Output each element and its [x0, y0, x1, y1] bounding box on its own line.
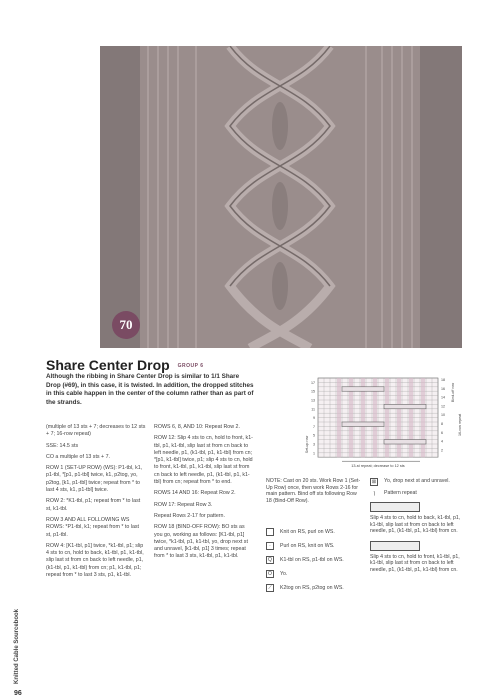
- instructions-column-1: [46, 424, 146, 583]
- legend-label: Slip 4 sts to cn, hold to front, k1-tbl, p1, k1-tbl, slip last st from cn back to left needle, p1, (k1-tbl, p1, k1-tbl) from cn.: [370, 553, 460, 573]
- swatch-photo: [100, 46, 462, 348]
- legend-label: Pattern repeat: [384, 490, 417, 496]
- instruction: ROW 3 AND ALL FOLLOWING WS ROWS: *P1-tbl, k1; repeat from * to last st, p1-tbl.: [46, 516, 140, 538]
- legend-label: Knit on RS, purl on WS.: [280, 529, 335, 535]
- twisted-column: [385, 378, 389, 457]
- twisted-column: [421, 378, 425, 457]
- repeat-label: 16-row repeat: [458, 413, 462, 436]
- intro-paragraph: Although the ribbing in Share Center Drop is similar to 1/1 Share Drop (#69), in this case, it is twisted. In addition, the dropped stitches in this cable happen in the center of the column rather than as part of the strands.: [46, 373, 254, 406]
- pattern-number-badge: 70: [112, 311, 140, 339]
- cable-cross: [342, 422, 384, 426]
- instruction: ROW 17: Repeat Row 3.: [154, 501, 213, 508]
- legend-item: [266, 581, 362, 595]
- legend-list: [266, 525, 362, 595]
- row-label: 2: [441, 448, 443, 453]
- legend-label: Purl on RS, knit on WS.: [280, 543, 335, 549]
- cable-back-icon: [370, 502, 420, 512]
- row-label: 3: [313, 442, 315, 447]
- yarn-over-icon: O: [266, 570, 274, 578]
- legend-label: Yo.: [280, 571, 288, 577]
- pattern-title: [46, 357, 204, 373]
- row-label: 1: [313, 451, 315, 456]
- instruction: Repeat Rows 2-17 for pattern.: [154, 512, 225, 519]
- row-label: 15: [311, 389, 315, 394]
- instruction: SSE: 14.5 sts: [46, 442, 79, 449]
- legend-item: [370, 478, 464, 486]
- twisted-column: [397, 378, 401, 457]
- purl-icon: ·: [266, 542, 274, 550]
- legend-item: [370, 490, 464, 498]
- cable-cross: [384, 440, 426, 444]
- instruction: CO a multiple of 13 sts + 7.: [46, 453, 111, 460]
- legend-item: [266, 525, 362, 539]
- row-label: 9: [313, 416, 315, 421]
- row-label: 17: [311, 380, 315, 385]
- row-label: 10: [441, 413, 445, 418]
- legend-label: K2tog on RS, p2tog on WS.: [280, 585, 344, 591]
- legend-item: [266, 553, 362, 567]
- row-label: 8: [441, 422, 443, 426]
- repeat-bracket-icon: ⌉: [373, 490, 375, 497]
- row-label: 13: [311, 398, 315, 403]
- instruction: ROWS 14 AND 16: Repeat Row 2.: [154, 490, 236, 497]
- drop-stitch-icon: ⊠: [371, 478, 377, 485]
- twisted-column: [337, 378, 341, 457]
- page-number: 96: [14, 690, 22, 697]
- row-label: 7: [313, 424, 315, 429]
- instruction: ROW 2: *K1-tbl, p1; repeat from * to last st, k1-tbl.: [46, 498, 141, 512]
- legend-label: Yo, drop next st and unravel.: [384, 478, 450, 484]
- row-label: 18: [441, 378, 445, 382]
- stitch-chart: [296, 374, 466, 479]
- row-label: 16: [441, 386, 445, 391]
- twisted-column: [409, 378, 413, 457]
- instruction: ROWS 6, 8, AND 10: Repeat Row 2.: [154, 424, 240, 430]
- instruction: ROW 1 (SET-UP ROW) (WS): P1-tbl, k1, p1-tbl, *[p1, p1-tbl] twice, k1, p2tog, yo, p2tog, [k1, p1-tbl] twice; repeat from * to last 4 sts, k1, p1-tbl] twice.: [46, 465, 143, 494]
- instruction: ROW 12: Slip 4 sts to cn, hold to front, k1-tbl, p1, k1-tbl, slip last st from cn back to left needle, p1, (k1-tbl, p1, k1-tbl) from cn; *[p1, k1-tbl] twice, p1; slip 4 sts to cn, hold to front, k1-tbl, p1, k1-tbl, slip last st from cn back to left needle, p1, (k1-tbl, p1, k1-tbl) from cn; repeat from * to end.: [154, 435, 253, 486]
- legend-list-2: [370, 478, 464, 574]
- cable-cross: [384, 404, 426, 408]
- knit-icon: [266, 528, 274, 536]
- instruction: ROW 18 (BIND-OFF ROW): BO sts as you go, working as follows: [K1-tbl, p1] twice, *k1-tbl, p1, k1-tbl, yo, drop next st and unravel, [k1-tbl, p1] 3 times; repeat from * to last 3 sts, k1-tbl, p1, k1-tbl.: [154, 524, 248, 560]
- instructions-column-2: [154, 424, 254, 565]
- setup-row-label: Set-up row: [305, 435, 309, 454]
- repeat-width-label: 13-st repeat; decrease to 12 sts: [351, 464, 405, 469]
- legend-label: K1-tbl on RS, p1-tbl on WS.: [280, 557, 344, 563]
- instruction: ROW 4: [K1-tbl, p1] twice, *k1-tbl, p1; slip 4 sts to cn, hold to back, k1-tbl, p1, k1-tbl, slip last st from cn back to left needle, p1, (k1-tbl, p1, k1-tbl) from cn; p1, k1-tbl, p1; repeat from * to last 3 sts, p1, k1-tbl.: [46, 542, 144, 579]
- cable-front-icon: [370, 541, 420, 551]
- k2tog-icon: ⟋: [266, 584, 274, 592]
- legend-label: Slip 4 sts to cn, hold to back, k1-tbl, p1, k1-tbl, slip last st from cn back to left needle, p1, (k1-tbl, p1, k1-tbl) from cn.: [370, 515, 461, 535]
- twisted-stitch-icon: Q: [266, 556, 274, 564]
- row-label: 12: [441, 404, 445, 409]
- row-label: 4: [441, 439, 443, 444]
- instruction: (multiple of 13 sts + 7; decreases to 12 sts + 7; 16-row repeat): [46, 424, 146, 438]
- bind-off-row-label: Bind-off row: [451, 382, 455, 402]
- row-label: 6: [441, 430, 443, 435]
- row-label: 14: [441, 395, 445, 400]
- cable-cross: [342, 387, 384, 391]
- book-title-sidebar: Knitted Cable Sourcebook: [14, 608, 20, 684]
- legend-item: [266, 567, 362, 581]
- title-text: Share Center Drop: [46, 357, 170, 373]
- group-label: GROUP 6: [177, 363, 204, 370]
- row-label: 11: [311, 407, 315, 412]
- legend-item: [266, 539, 362, 553]
- chart-note: NOTE: Cast on 20 sts. Work Row 1 (Set-Up Row) once, then work Rows 2-16 for main pattern. Bind off sts following Row 18 (Bind-Off Row).: [266, 478, 361, 504]
- row-label: 5: [313, 433, 315, 438]
